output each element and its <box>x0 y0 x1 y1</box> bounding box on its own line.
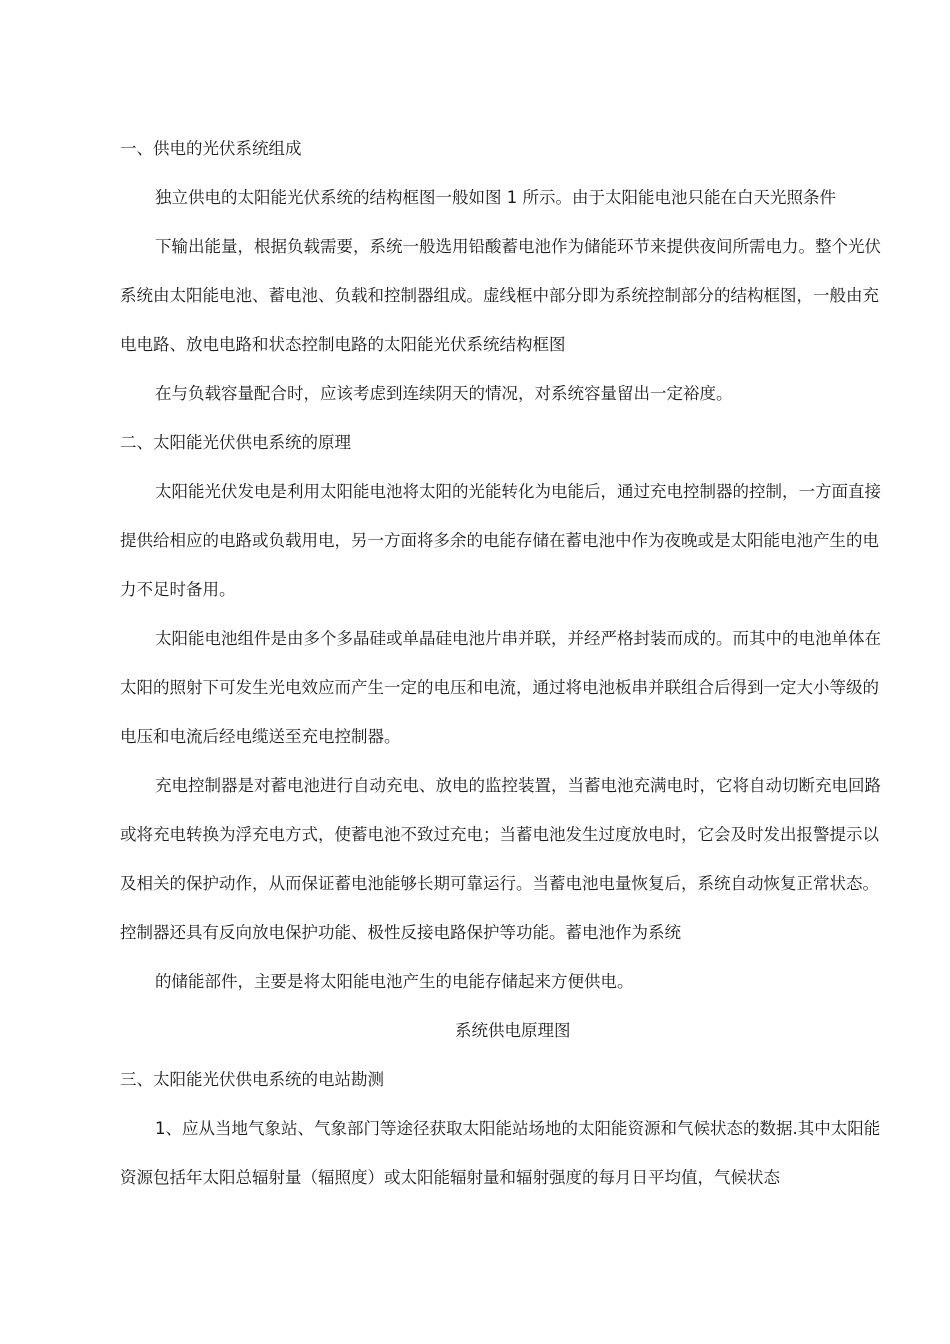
section-heading-3: 三、太阳能光伏供电系统的电站勘测 <box>120 1070 384 1089</box>
paragraph-line: 提供给相应的电路或负载用电，另一方面将多余的电能存储在蓄电池中作为夜晚或是太阳能电池产生的电 <box>120 531 879 550</box>
paragraph-line: 独立供电的太阳能光伏系统的结构框图一般如图 1 所示。由于太阳能电池只能在白天光照条件 <box>155 188 836 207</box>
section-heading-1: 一、供电的光伏系统组成 <box>120 139 302 158</box>
paragraph-line: 充电控制器是对蓄电池进行自动充电、放电的监控装置，当蓄电池充满电时，它将自动切断充电回路 <box>155 776 881 795</box>
paragraph-line: 力不足时备用。 <box>120 580 236 599</box>
paragraph-line: 电电路、放电电路和状态控制电路的太阳能光伏系统结构框图 <box>120 335 566 354</box>
section-heading-2: 二、太阳能光伏供电系统的原理 <box>120 433 351 452</box>
figure-caption: 系统供电原理图 <box>455 1021 571 1040</box>
paragraph-line: 在与负载容量配合时，应该考虑到连续阴天的情况，对系统容量留出一定裕度。 <box>155 384 733 403</box>
paragraph-line: 控制器还具有反向放电保护功能、极性反接电路保护等功能。蓄电池作为系统 <box>120 923 681 942</box>
paragraph-line: 及相关的保护动作，从而保证蓄电池能够长期可靠运行。当蓄电池电量恢复后，系统自动恢复正常状态。 <box>120 874 879 893</box>
paragraph-line: 太阳的照射下可发生光电效应而产生一定的电压和电流，通过将电池板串并联组合后得到一定大小等级的 <box>120 678 879 697</box>
paragraph-line: 的储能部件，主要是将太阳能电池产生的电能存储起来方便供电。 <box>155 972 634 991</box>
paragraph-line: 资源包括年太阳总辐射量（辐照度）或太阳能辐射量和辐射强度的每月日平均值，气候状态 <box>120 1168 780 1187</box>
paragraph-line: 1、应从当地气象站、气象部门等途径获取太阳能站场地的太阳能资源和气候状态的数据.其中太阳能 <box>155 1119 881 1138</box>
paragraph-line: 太阳能电池组件是由多个多晶硅或单晶硅电池片串并联，并经严格封装而成的。而其中的电池单体在 <box>155 629 881 648</box>
paragraph-line: 电压和电流后经电缆送至充电控制器。 <box>120 727 401 746</box>
paragraph-line: 太阳能光伏发电是利用太阳能电池将太阳的光能转化为电能后，通过充电控制器的控制，一方面直接 <box>155 482 881 501</box>
paragraph-line: 下输出能量，根据负载需要，系统一般选用铅酸蓄电池作为储能环节来提供夜间所需电力。整个光伏 <box>155 237 881 256</box>
paragraph-line: 或将充电转换为浮充电方式，使蓄电池不致过充电；当蓄电池发生过度放电时，它会及时发出报警提示以 <box>120 825 879 844</box>
paragraph-line: 系统由太阳能电池、蓄电池、负载和控制器组成。虚线框中部分即为系统控制部分的结构框图，一般由充 <box>120 286 879 305</box>
